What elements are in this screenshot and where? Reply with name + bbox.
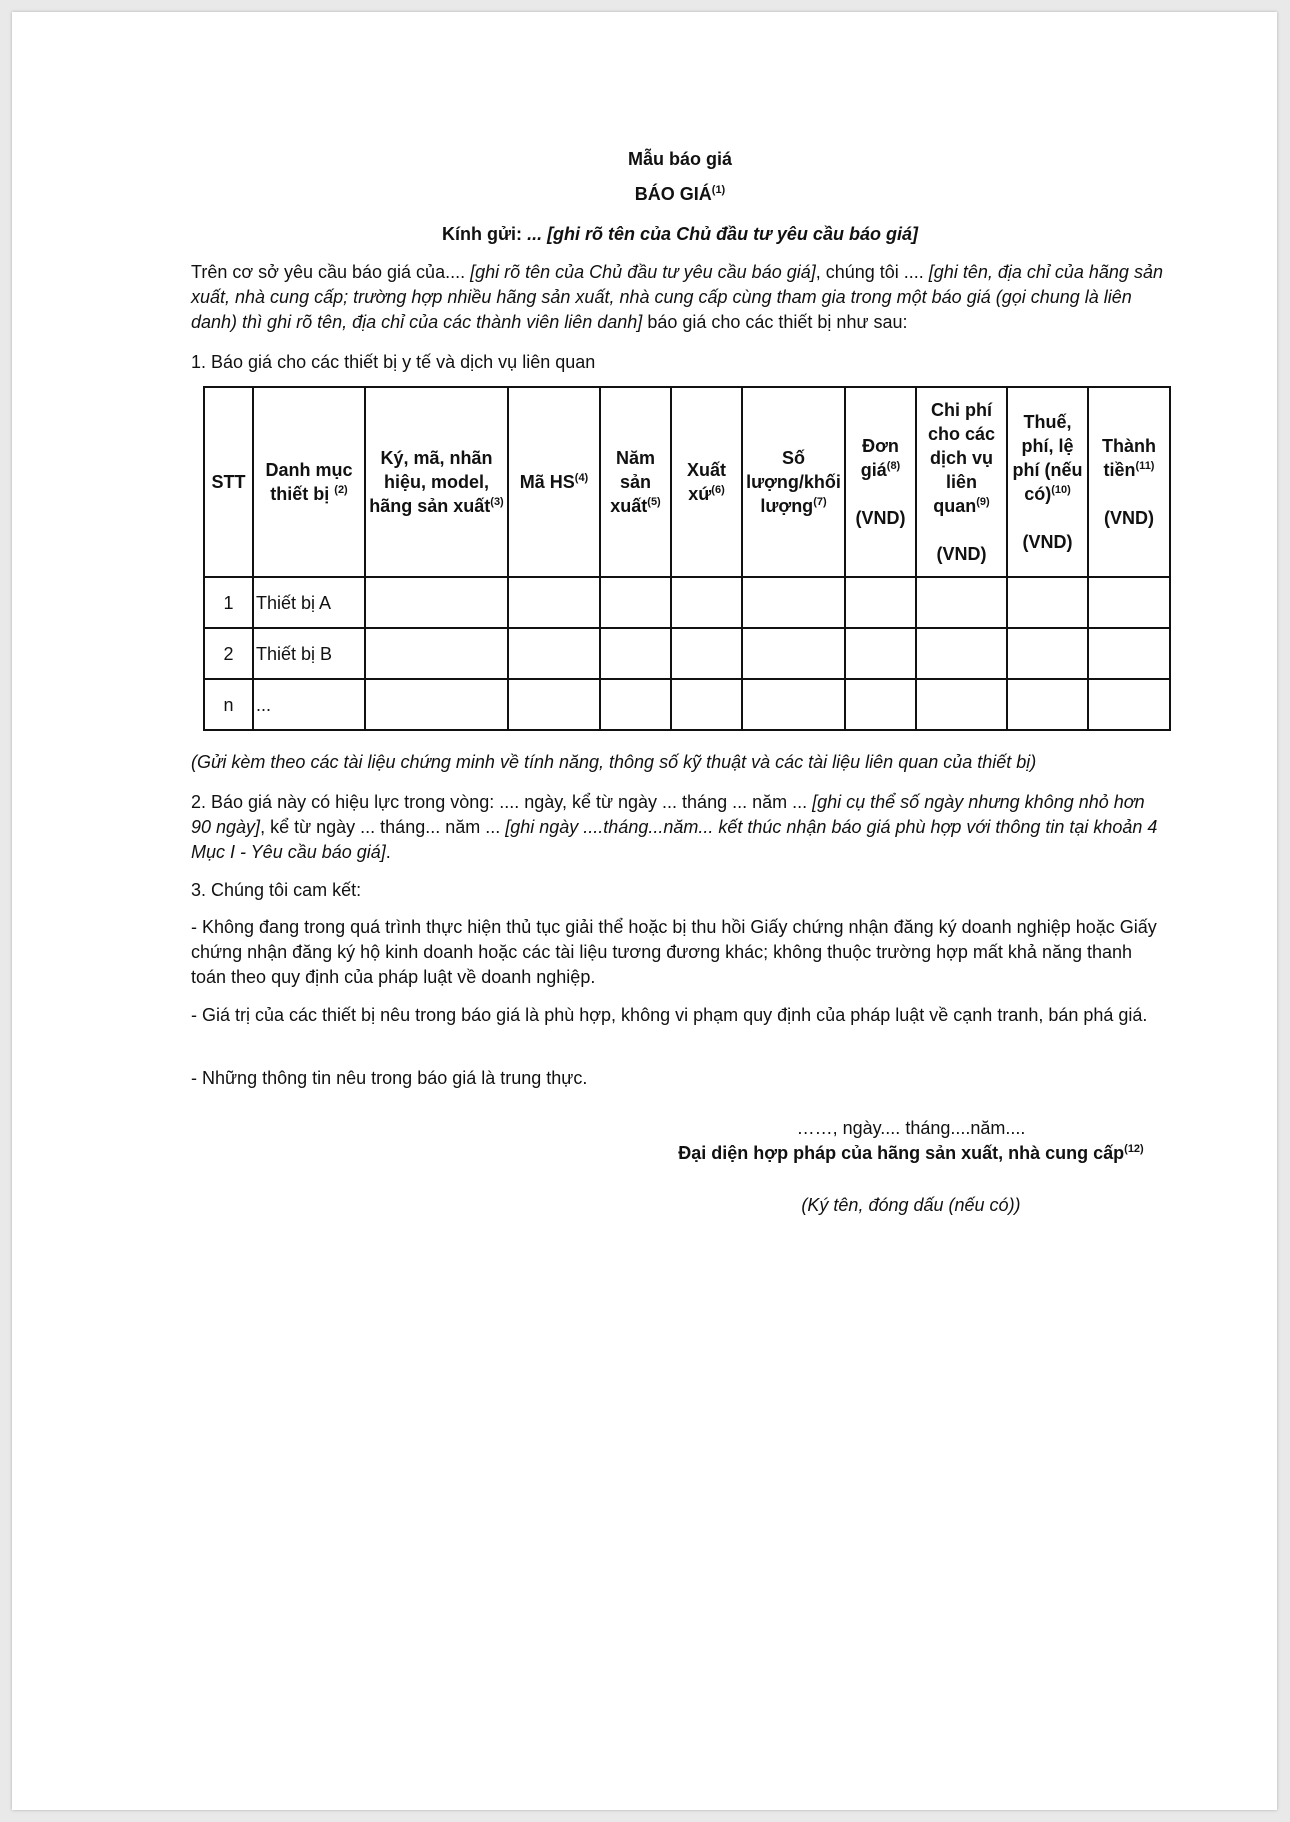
header-equipment — [253, 387, 365, 577]
header-hs-code-label: Mã HS — [519, 472, 575, 492]
header-year-label: Năm sản xuất — [610, 448, 655, 516]
header-model-label: Ký, mã, nhãn hiệu, model, hãng sản xuất — [369, 448, 493, 516]
section2-part5: . — [385, 842, 391, 862]
section3-heading: 3. Chúng tôi cam kết: — [191, 880, 362, 900]
table-cell — [845, 628, 916, 679]
section1-heading: 1. Báo giá cho các thiết bị y tế và dịch vụ liên quan — [191, 352, 596, 372]
header-unit-price-label: Đơn giá — [860, 436, 899, 480]
table-cell — [671, 679, 742, 730]
table-cell — [1088, 628, 1170, 679]
section2-part2: [ghi cụ thể số ngày nhưng không nhỏ hơn 90 ngày] — [191, 792, 1145, 837]
table-cell — [600, 577, 671, 628]
header-origin-label: Xuất xứ — [686, 460, 726, 504]
recipient-text: ... [ghi rõ tên của Chủ đầu tư yêu cầu báo giá] — [527, 224, 918, 244]
table-cell — [845, 577, 916, 628]
row-equipment-name: ... — [253, 679, 365, 730]
document-page — [12, 12, 1277, 1810]
section2-part3: , kể từ ngày ... tháng... năm ... — [260, 817, 506, 837]
header-year-note: (5) — [647, 496, 661, 508]
table-cell — [600, 628, 671, 679]
commitment-1: - Không đang trong quá trình thực hiện thủ tục giải thể hoặc bị thu hồi Giấy chứng nhận đăng ký doanh nghiệp hoặc Giấy chứng nhận đăng ký hộ kinh doanh hoặc các tài liệu tương đương khác; không thuộc trường hợp mất khả năng thanh toán theo quy định của pháp luật về doanh nghiệp. — [191, 917, 1157, 987]
intro-part5: báo giá cho các thiết bị như sau: — [642, 312, 908, 332]
commitment-2: - Giá trị của các thiết bị nêu trong báo giá là phù hợp, không vi phạm quy định của pháp luật về cạnh tranh, bán phá giá. — [191, 1005, 1148, 1025]
table-row — [204, 679, 1170, 730]
title-footnote: (1) — [711, 184, 726, 196]
row-stt: n — [204, 679, 253, 730]
header-equipment-label: Danh mục thiết bị — [265, 460, 353, 504]
header-total-note: (11) — [1135, 460, 1155, 472]
form-name: Mẫu báo giá — [627, 149, 732, 169]
table-cell — [671, 577, 742, 628]
signature-date-line: ……, ngày.... tháng....năm.... — [796, 1118, 1026, 1138]
table-cell — [1007, 679, 1088, 730]
table-cell — [742, 679, 845, 730]
table-row — [204, 577, 1170, 628]
header-origin-note: (6) — [711, 484, 725, 496]
header-unit-price-unit: (VND) — [855, 508, 906, 528]
table-cell — [508, 679, 600, 730]
table-cell — [365, 628, 508, 679]
table-cell — [742, 628, 845, 679]
table-cell — [916, 577, 1007, 628]
table-cell — [671, 628, 742, 679]
header-unit-price-note: (8) — [886, 460, 901, 472]
intro-part3: , chúng tôi .... — [815, 262, 929, 282]
row-equipment-name: Thiết bị A — [253, 577, 365, 628]
header-stt-label: STT — [211, 472, 246, 492]
header-equipment-note: (2) — [334, 484, 348, 496]
title-text: BÁO GIÁ — [634, 184, 712, 204]
signer-footnote: (12) — [1124, 1143, 1144, 1155]
header-tax-note: (10) — [1051, 484, 1071, 496]
header-model — [365, 387, 508, 577]
commitment-3: - Những thông tin nêu trong báo giá là trung thực. — [191, 1068, 588, 1088]
section2-part1: 2. Báo giá này có hiệu lực trong vòng: .... ngày, kể từ ngày ... tháng ... năm ... — [191, 792, 813, 812]
table-cell — [1007, 577, 1088, 628]
header-service-cost-note: (9) — [976, 496, 990, 508]
header-quantity-note: (7) — [813, 496, 827, 508]
header-tax-label: Thuế, phí, lệ phí (nếu có) — [1012, 412, 1083, 504]
header-quantity — [742, 387, 845, 577]
table-row — [204, 628, 1170, 679]
header-tax — [1007, 387, 1088, 577]
header-total-unit: (VND) — [1104, 508, 1154, 528]
intro-part2: [ghi rõ tên của Chủ đầu tư yêu cầu báo giá] — [470, 262, 816, 282]
header-model-note: (3) — [490, 496, 504, 508]
attachment-note: (Gửi kèm theo các tài liệu chứng minh về tính năng, thông số kỹ thuật và các tài liệu liên quan của thiết bị) — [191, 752, 1037, 772]
signer-title-text: Đại diện hợp pháp của hãng sản xuất, nhà cung cấp — [678, 1143, 1125, 1163]
recipient-line — [191, 222, 1169, 247]
row-stt: 1 — [204, 577, 253, 628]
section2-paragraph — [191, 790, 1169, 865]
table-cell — [1007, 628, 1088, 679]
header-stt — [204, 387, 253, 577]
header-service-cost-unit: (VND) — [936, 544, 987, 564]
header-service-cost — [916, 387, 1007, 577]
table-cell — [365, 577, 508, 628]
quotation-table — [203, 386, 1171, 731]
intro-part1: Trên cơ sở yêu cầu báo giá của.... — [191, 262, 471, 282]
header-service-cost-label: Chi phí cho các dịch vụ liên quan — [927, 400, 996, 516]
header-total — [1088, 387, 1170, 577]
header-hs-code-note: (4) — [574, 472, 589, 484]
signer-title — [676, 1141, 1146, 1166]
table-cell — [508, 577, 600, 628]
row-equipment-name: Thiết bị B — [253, 628, 365, 679]
table-cell — [742, 577, 845, 628]
table-cell — [916, 628, 1007, 679]
table-cell — [1088, 679, 1170, 730]
document-title — [191, 182, 1169, 207]
header-quantity-label: Số lượng/khối lượng — [746, 448, 841, 516]
row-stt: 2 — [204, 628, 253, 679]
intro-part4: [ghi tên, địa chỉ của hãng sản xuất, nhà cung cấp; trường hợp nhiều hãng sản xuất, nhà cung cấp cùng tham gia trong một báo giá (gọi chung là liên danh) thì ghi rõ tên, địa chỉ của các thành viên liên danh] — [191, 262, 1163, 332]
table-cell — [916, 679, 1007, 730]
table-cell — [845, 679, 916, 730]
table-header-row — [204, 387, 1170, 577]
table-cell — [600, 679, 671, 730]
signature-instruction: (Ký tên, đóng dấu (nếu có)) — [801, 1195, 1021, 1215]
header-year — [600, 387, 671, 577]
header-hs-code — [508, 387, 600, 577]
table-cell — [508, 628, 600, 679]
header-tax-unit: (VND) — [1022, 532, 1073, 552]
header-unit-price — [845, 387, 916, 577]
intro-paragraph — [191, 260, 1169, 335]
header-total-label: Thành tiền — [1102, 436, 1156, 480]
table-cell — [1088, 577, 1170, 628]
header-origin — [671, 387, 742, 577]
table-cell — [365, 679, 508, 730]
section2-part4: [ghi ngày ....tháng...năm... kết thúc nhận báo giá phù hợp với thông tin tại khoản 4 Mục I - Yêu cầu báo giá] — [191, 817, 1158, 862]
recipient-label: Kính gửi: — [442, 224, 523, 244]
